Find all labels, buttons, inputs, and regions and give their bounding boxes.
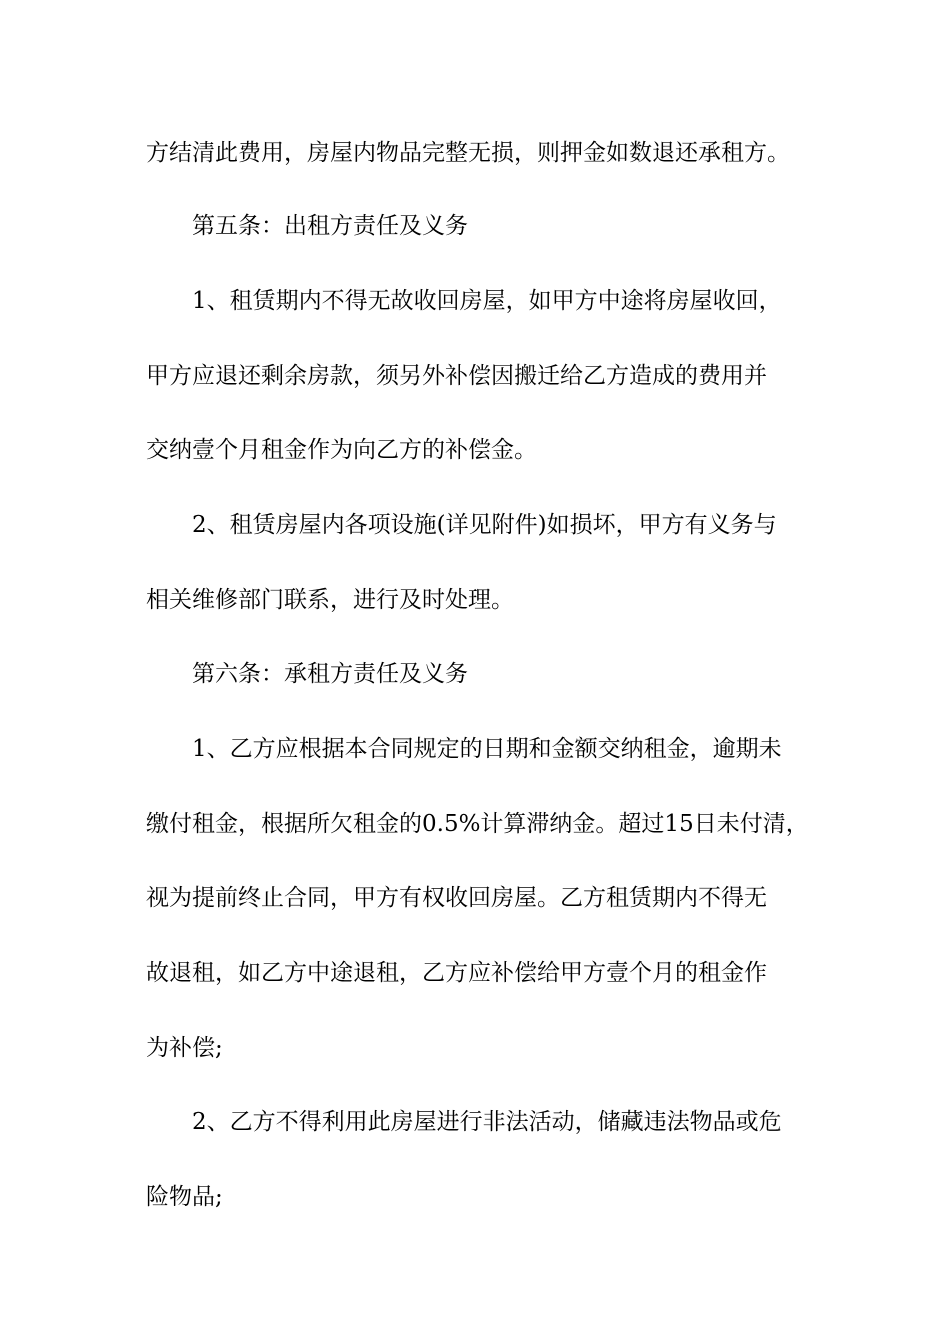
text-line: 为补偿;	[146, 1035, 223, 1061]
text-line: 视为提前终止合同，甲方有权收回房屋。乙方租赁期内不得无	[146, 885, 767, 911]
text-line: 2、租赁房屋内各项设施(详见附件)如损坏，甲方有义务与	[192, 512, 777, 538]
text-line: 交纳壹个月租金作为向乙方的补偿金。	[146, 437, 537, 463]
section-heading: 第六条：承租方责任及义务	[192, 661, 468, 687]
text-line: 故退租，如乙方中途退租，乙方应补偿给甲方壹个月的租金作	[146, 960, 767, 986]
text-line: 缴付租金，根据所欠租金的0.5%计算滞纳金。超过15日未付清，	[146, 811, 809, 837]
text-line: 1、乙方应根据本合同规定的日期和金额交纳租金，逾期未	[192, 736, 782, 762]
text-line: 2、乙方不得利用此房屋进行非法活动，储藏违法物品或危	[192, 1109, 782, 1135]
text-line: 险物品;	[146, 1184, 223, 1210]
section-heading: 第五条：出租方责任及义务	[192, 213, 468, 239]
text-line: 方结清此费用，房屋内物品完整无损，则押金如数退还承租方。	[146, 140, 790, 166]
text-line: 甲方应退还剩余房款，须另外补偿因搬迁给乙方造成的费用并	[146, 363, 767, 389]
text-line: 1、租赁期内不得无故收回房屋，如甲方中途将房屋收回，	[192, 288, 782, 314]
text-line: 相关维修部门联系，进行及时处理。	[146, 587, 514, 613]
